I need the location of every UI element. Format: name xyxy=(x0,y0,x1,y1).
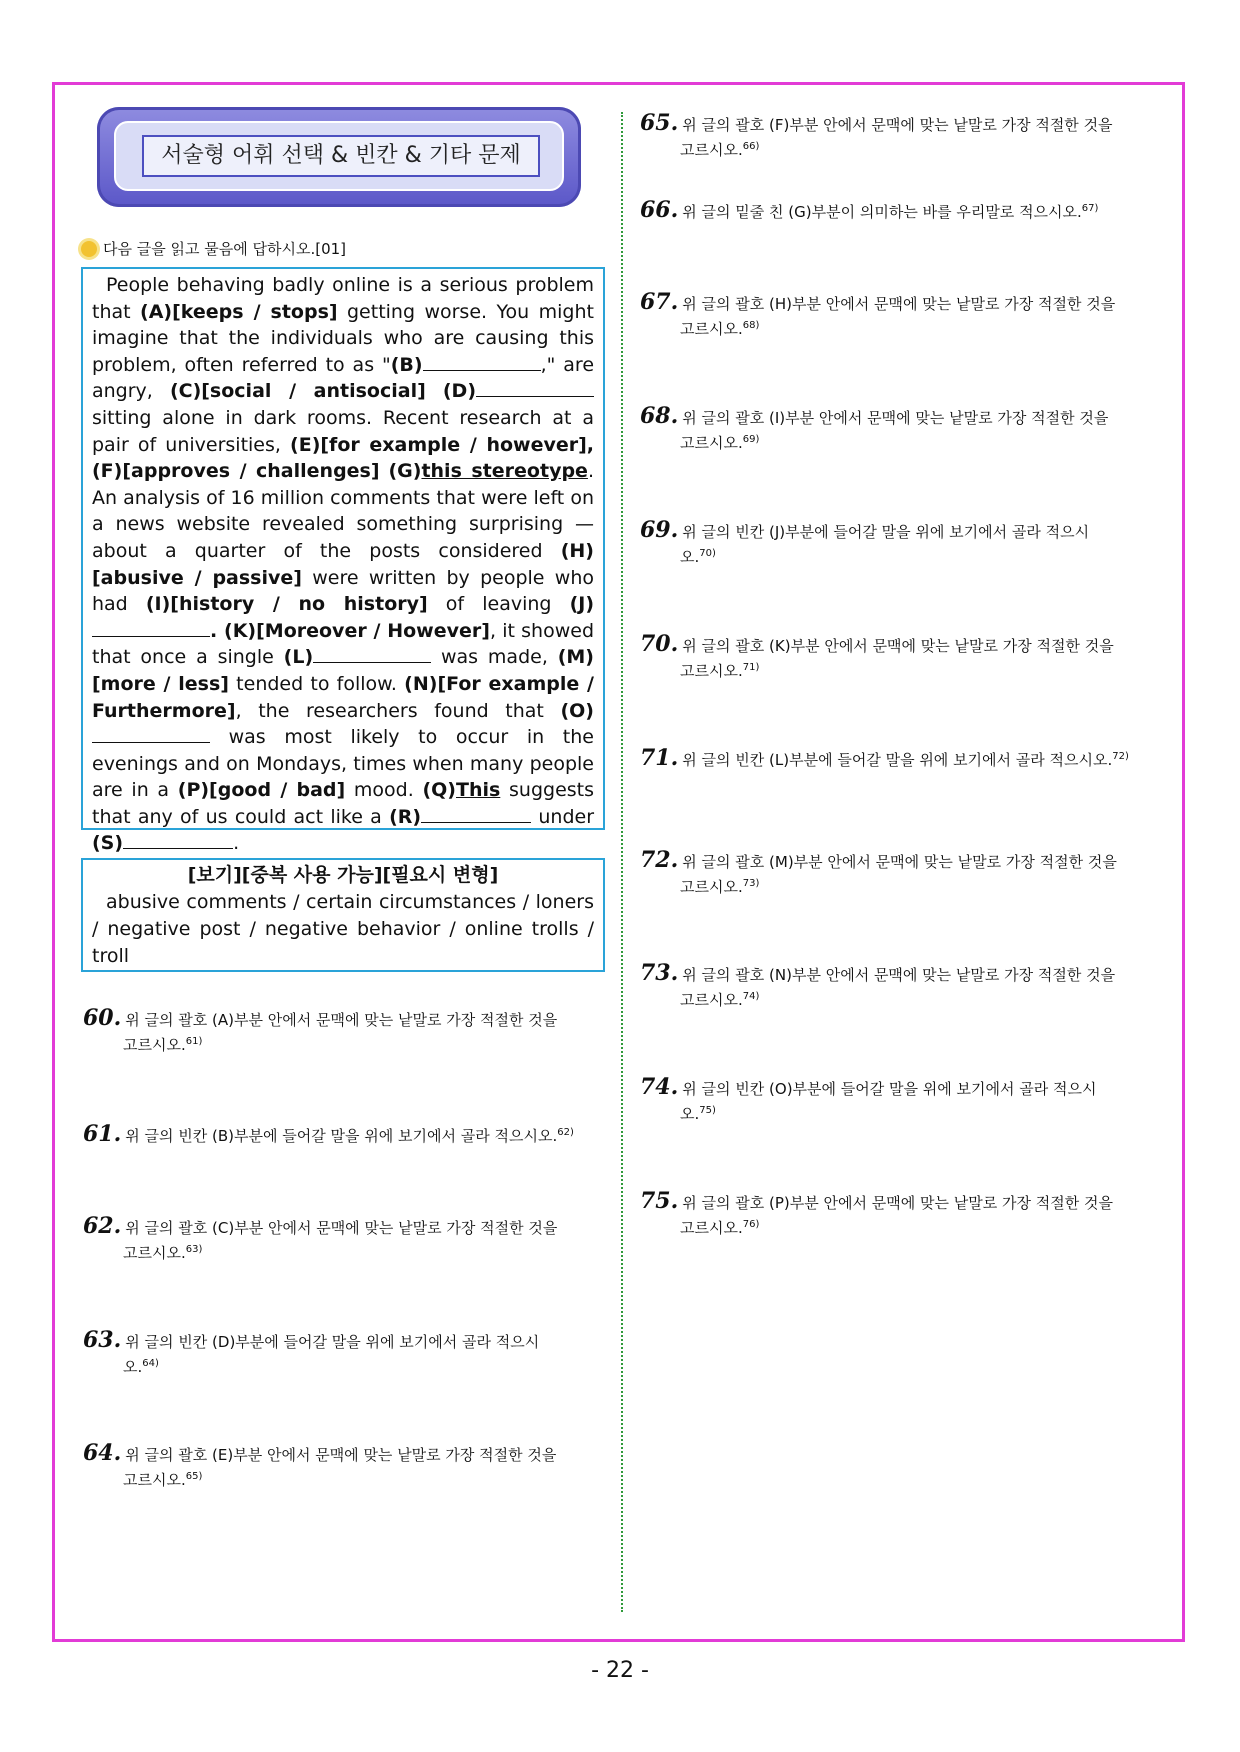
question-line-1 xyxy=(83,1442,603,1466)
passage-choice-e: (E)[for example / however] xyxy=(290,433,587,456)
blank-j[interactable] xyxy=(92,620,210,637)
footnote-ref: 70) xyxy=(699,548,716,559)
passage-segment: mood. xyxy=(345,779,423,802)
question-number: 60. xyxy=(83,1005,122,1031)
question-item xyxy=(83,1007,603,1056)
footnote-ref: 76) xyxy=(742,1219,760,1230)
question-item xyxy=(640,198,1160,223)
section-title-inner xyxy=(114,121,564,191)
passage-choice-p: (P)[good / bad] xyxy=(177,779,346,802)
question-line-1 xyxy=(640,746,1160,771)
footnote-ref: 73) xyxy=(742,878,760,889)
footnote-ref: 63) xyxy=(185,1244,203,1255)
blank-s[interactable] xyxy=(123,832,233,849)
question-number: 71. xyxy=(640,745,679,771)
question-line-1 xyxy=(640,112,1160,136)
passage-segment: . An analysis of 16 million comments that were left on a news website revealed something surprising — about a quarter of the posts considered xyxy=(92,460,594,562)
question-number: 63. xyxy=(83,1327,122,1353)
question-text-cont: 오. xyxy=(680,548,700,566)
question-line-1 xyxy=(640,849,1160,873)
question-text: 위 글의 빈칸 (B)부분에 들어갈 말을 위에 보기에서 골라 적으시오. xyxy=(125,1127,558,1145)
passage-segment: , it showed that once a single xyxy=(92,619,595,669)
question-line-2 xyxy=(640,136,1160,161)
question-number: 64. xyxy=(83,1440,122,1466)
question-text: 위 글의 괄호 (E)부분 안에서 문맥에 맞는 낱말로 가장 적절한 것을 xyxy=(125,1446,557,1464)
section-title: 서술형 어휘 선택 & 빈칸 & 기타 문제 xyxy=(142,135,540,177)
question-number: 75. xyxy=(640,1188,679,1214)
question-text: 위 글의 빈칸 (O)부분에 들어갈 말을 위에 보기에서 골라 적으시 xyxy=(682,1080,1097,1098)
question-number: 70. xyxy=(640,631,679,657)
question-line-2 xyxy=(83,1239,603,1264)
column-divider xyxy=(621,112,623,1612)
question-line-1 xyxy=(640,633,1160,657)
passage-blank-label-r: (R) xyxy=(389,805,422,828)
passage-blank-label-d: (D) xyxy=(442,380,476,403)
question-text-cont: 고르시오. xyxy=(123,1244,186,1262)
blank-b[interactable] xyxy=(423,354,541,371)
question-line-1 xyxy=(83,1215,603,1239)
question-line-2 xyxy=(640,873,1160,898)
footnote-ref: 62) xyxy=(557,1127,574,1138)
passage-blank-label-o: (O) xyxy=(560,699,594,722)
question-item xyxy=(640,405,1160,454)
passage-choice-k: (K)[Moreover / However] xyxy=(224,619,490,642)
question-item xyxy=(83,1215,603,1264)
question-text: 위 글의 괄호 (A)부분 안에서 문맥에 맞는 낱말로 가장 적절한 것을 xyxy=(125,1011,558,1029)
passage-box xyxy=(81,267,605,855)
passage-choice-h: (H)[abusive / passive] xyxy=(92,539,594,589)
word-bank-title: [보기][중복 사용 가능][필요시 변형] xyxy=(187,864,499,886)
footnote-ref: 67) xyxy=(1081,203,1099,214)
question-text-cont: 오. xyxy=(123,1358,143,1376)
question-line-2 xyxy=(83,1031,603,1056)
question-number: 62. xyxy=(83,1213,122,1239)
question-text: 위 글의 빈칸 (J)부분에 들어갈 말을 위에 보기에서 골라 적으시 xyxy=(682,523,1090,541)
passage-segment: were written by people who had xyxy=(92,566,594,616)
footnote-ref: 64) xyxy=(142,1358,159,1369)
passage-segment: ," are angry, xyxy=(92,353,595,403)
passage-segment: , xyxy=(586,433,595,456)
question-line-2 xyxy=(640,543,1160,568)
word-bank-box xyxy=(81,858,605,972)
passage-segment: . xyxy=(210,619,225,642)
question-item xyxy=(640,962,1160,1011)
passage-segment: sitting alone in dark rooms. Recent research at a pair of universities, xyxy=(92,406,594,456)
passage-blank-label-s: (S) xyxy=(92,832,124,855)
question-line-2 xyxy=(640,1100,1160,1125)
question-text-cont: 고르시오. xyxy=(680,991,743,1009)
passage-segment: . xyxy=(233,832,240,855)
question-line-1 xyxy=(640,962,1160,986)
passage-segment: of leaving xyxy=(427,593,570,616)
question-line-1 xyxy=(640,1076,1160,1100)
question-text-cont: 고르시오. xyxy=(680,1219,743,1237)
blank-l[interactable] xyxy=(313,646,431,663)
question-item xyxy=(83,1329,603,1378)
question-text: 위 글의 빈칸 (L)부분에 들어갈 말을 위에 보기에서 골라 적으시오. xyxy=(682,751,1113,769)
question-text: 위 글의 괄호 (P)부분 안에서 문맥에 맞는 낱말로 가장 적절한 것을 xyxy=(682,1194,1113,1212)
question-text-cont: 고르시오. xyxy=(680,320,743,338)
question-item xyxy=(83,1122,603,1147)
question-line-2 xyxy=(83,1466,603,1491)
question-item xyxy=(640,291,1160,340)
passage-segment: was most likely to occur in the evenings and on Mondays, times when many people are in a xyxy=(92,726,594,802)
passage-choice-m: (M)[more / less] xyxy=(92,646,594,695)
question-number: 72. xyxy=(640,847,679,873)
question-line-2 xyxy=(83,1353,603,1378)
passage-segment: , the researchers found that xyxy=(235,699,561,722)
question-line-2 xyxy=(640,1214,1160,1239)
question-item xyxy=(640,633,1160,682)
footnote-ref: 71) xyxy=(742,662,760,673)
question-line-1 xyxy=(640,1190,1160,1214)
passage-segment: People behaving badly online is a serious problem that xyxy=(92,274,594,323)
passage-segment: tended to follow. xyxy=(228,672,405,695)
passage-underline-label-q: (Q) xyxy=(422,779,456,802)
passage-blank-label-l: (L) xyxy=(283,646,314,669)
footnote-ref: 61) xyxy=(185,1036,203,1047)
page-number: - 22 - xyxy=(591,1658,649,1683)
passage-underline-label-g: (G) xyxy=(388,460,422,483)
question-number: 61. xyxy=(83,1121,122,1147)
passage-text xyxy=(92,272,594,857)
passage-blank-label-b: (B) xyxy=(390,353,423,376)
question-text: 위 글의 괄호 (M)부분 안에서 문맥에 맞는 낱말로 가장 적절한 것을 xyxy=(682,853,1117,871)
question-number: 68. xyxy=(640,403,679,429)
question-text-cont: 고르시오. xyxy=(680,141,743,159)
question-text-cont: 오. xyxy=(680,1105,700,1123)
question-item xyxy=(83,1442,603,1491)
word-bank-body: abusive comments / certain circumstances / loners / negative post / negative behavior / online trolls / troll xyxy=(92,891,594,967)
question-number: 66. xyxy=(640,197,679,223)
footnote-ref: 65) xyxy=(185,1471,203,1482)
blank-r[interactable] xyxy=(421,806,531,823)
blank-d[interactable] xyxy=(476,380,594,397)
question-line-2 xyxy=(640,429,1160,454)
question-text: 위 글의 괄호 (I)부분 안에서 문맥에 맞는 낱말로 가장 적절한 것을 xyxy=(682,409,1109,427)
question-line-2 xyxy=(640,657,1160,682)
passage-choice-n: (N)[For example / Furthermore] xyxy=(92,672,594,722)
passage-segment: getting worse. You might imagine that the individuals who are causing this problem, often referred to as " xyxy=(92,300,594,376)
question-item xyxy=(640,112,1160,161)
question-text-cont: 고르시오. xyxy=(680,434,743,452)
blank-o[interactable] xyxy=(92,726,210,743)
passage-underline-q: This xyxy=(456,779,501,802)
passage-choice-c: (C)[social / antisocial] xyxy=(169,380,426,403)
footnote-ref: 68) xyxy=(742,320,760,331)
question-text: 위 글의 괄호 (K)부분 안에서 문맥에 맞는 낱말로 가장 적절한 것을 xyxy=(682,637,1114,655)
footnote-ref: 69) xyxy=(742,434,760,445)
question-text-cont: 고르시오. xyxy=(123,1036,186,1054)
question-item xyxy=(640,849,1160,898)
question-item xyxy=(640,746,1160,771)
question-text: 위 글의 괄호 (N)부분 안에서 문맥에 맞는 낱말로 가장 적절한 것을 xyxy=(682,966,1116,984)
passage-underline-g: this stereotype xyxy=(421,460,588,483)
question-line-2 xyxy=(640,315,1160,340)
instruction xyxy=(81,238,346,259)
passage-segment: was made, xyxy=(431,646,558,669)
question-text: 위 글의 괄호 (C)부분 안에서 문맥에 맞는 낱말로 가장 적절한 것을 xyxy=(125,1219,558,1237)
question-text: 위 글의 밑줄 친 (G)부분이 의미하는 바를 우리말로 적으시오. xyxy=(682,203,1082,221)
section-title-badge xyxy=(97,107,581,207)
passage-choice-a: (A)[keeps / stops] xyxy=(140,300,338,323)
question-line-1 xyxy=(640,198,1160,223)
question-number: 73. xyxy=(640,960,679,986)
passage-choice-i: (I)[history / no history] xyxy=(145,593,428,616)
question-text-cont: 고르시오. xyxy=(680,878,743,896)
question-number: 65. xyxy=(640,110,679,136)
passage-segment: under xyxy=(531,805,595,828)
question-text: 위 글의 괄호 (F)부분 안에서 문맥에 맞는 낱말로 가장 적절한 것을 xyxy=(682,116,1113,134)
passage-choice-f: (F)[approves / challenges] xyxy=(92,460,380,483)
question-line-1 xyxy=(640,291,1160,315)
question-line-1 xyxy=(83,1122,603,1147)
question-number: 69. xyxy=(640,517,679,543)
footnote-ref: 75) xyxy=(699,1105,716,1116)
question-line-2 xyxy=(640,986,1160,1011)
question-item xyxy=(640,519,1160,568)
passage-segment xyxy=(426,380,443,402)
question-item xyxy=(640,1190,1160,1239)
question-number: 67. xyxy=(640,289,679,315)
footnote-ref: 66) xyxy=(742,141,760,152)
question-line-1 xyxy=(640,405,1160,429)
passage-blank-label-j: (J) xyxy=(569,593,594,616)
question-text-cont: 고르시오. xyxy=(123,1471,186,1489)
question-text-cont: 고르시오. xyxy=(680,662,743,680)
question-item xyxy=(640,1076,1160,1125)
flower-icon xyxy=(81,241,97,257)
question-number: 74. xyxy=(640,1074,679,1100)
question-text: 위 글의 괄호 (H)부분 안에서 문맥에 맞는 낱말로 가장 적절한 것을 xyxy=(682,295,1116,313)
instruction-text: 다음 글을 읽고 물음에 답하시오.[01] xyxy=(103,240,347,258)
question-line-1 xyxy=(83,1007,603,1031)
passage-segment: suggests that any of us could act like a xyxy=(92,779,594,828)
question-line-1 xyxy=(640,519,1160,543)
question-line-1 xyxy=(83,1329,603,1353)
question-text: 위 글의 빈칸 (D)부분에 들어갈 말을 위에 보기에서 골라 적으시 xyxy=(125,1333,540,1351)
footnote-ref: 74) xyxy=(742,991,760,1002)
footnote-ref: 72) xyxy=(1112,751,1129,762)
